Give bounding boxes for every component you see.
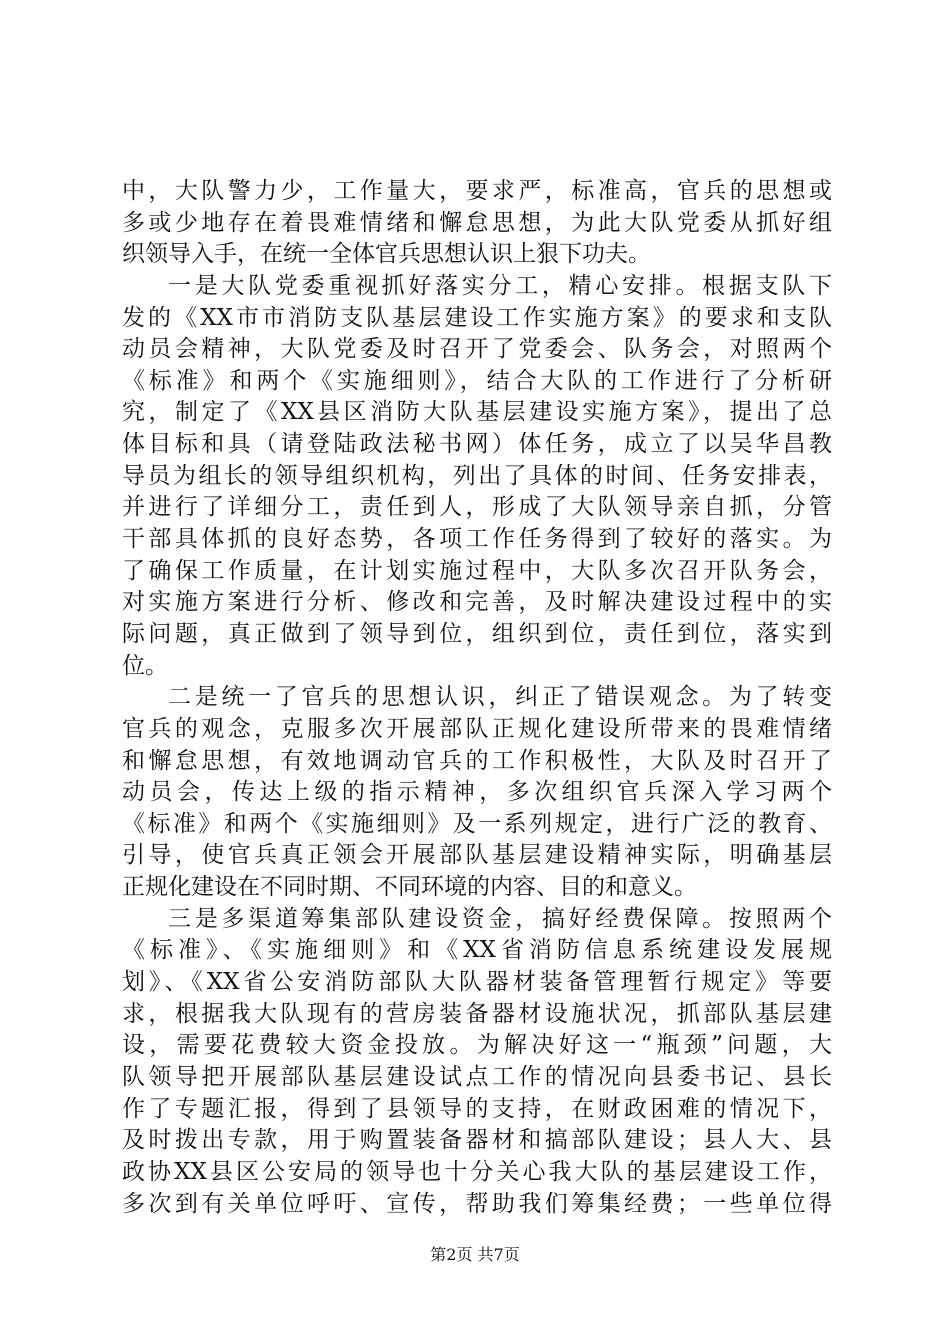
text-line: 发的《XX市市消防支队基层建设工作实施方案》的要求和支队	[122, 304, 832, 331]
text-line: 动员会精神，大队党委及时召开了党委会、队务会，对照两个	[122, 336, 832, 363]
text-line: 作了专题汇报，得到了县领导的支持，在财政困难的情况下，	[122, 1095, 832, 1122]
text-line: 多次到有关单位呼吁、宣传，帮助我们筹集经费；一些单位得	[122, 1190, 832, 1217]
text-line: 《标准》和两个《实施细则》，结合大队的工作进行了分析研	[122, 367, 832, 394]
text-line: 引导，使官兵真正领会开展部队基层建设精神实际，明确基层	[122, 842, 832, 869]
text-line: 干部具体抓的良好态势，各项工作任务得到了较好的落实。为	[122, 526, 832, 553]
text-line: 一是大队党委重视抓好落实分工，精心安排。根据支队下	[168, 272, 832, 299]
text-line: 体目标和具（请登陆政法秘书网）体任务，成立了以吴华昌教	[122, 431, 832, 458]
text-line: 队领导把开展部队基层建设试点工作的情况向县委书记、县长	[122, 1063, 832, 1090]
text-line: 正规化建设在不同时期、不同环境的内容、目的和意义。	[122, 874, 697, 901]
text-line: 究，制定了《XX县区消防大队基层建设实施方案》，提出了总	[122, 399, 832, 426]
text-line: 织领导入手，在统一全体官兵思想认识上狠下功夫。	[122, 241, 651, 268]
text-line: 求，根据我大队现有的营房装备器材设施状况，抓部队基层建	[122, 1000, 832, 1027]
text-line: 《标准》和两个《实施细则》及一系列规定，进行广泛的教育、	[122, 810, 832, 837]
document-body	[122, 176, 832, 1220]
text-line: 动员会，传达上级的指示精神，多次组织官兵深入学习两个	[122, 779, 832, 806]
text-line: 多或少地存在着畏难情绪和懈怠思想，为此大队党委从抓好组	[122, 209, 832, 236]
text-line: 对实施方案进行分析、修改和完善，及时解决建设过程中的实	[122, 589, 832, 616]
text-line: 划》、《XX省公安消防部队大队器材装备管理暂行规定》等要	[122, 969, 832, 996]
text-line: 《标准》、《实施细则》和《XX省消防信息系统建设发展规	[122, 937, 832, 964]
text-line: 际问题，真正做到了领导到位，组织到位，责任到位，落实到	[122, 620, 832, 647]
text-line: 及时拨出专款，用于购置装备器材和搞部队建设；县人大、县	[122, 1127, 832, 1154]
text-line: 三是多渠道筹集部队建设资金，搞好经费保障。按照两个	[168, 905, 832, 932]
text-line: 官兵的观念，克服多次开展部队正规化建设所带来的畏难情绪	[122, 715, 832, 742]
text-line: 设，需要花费较大资金投放。为解决好这一“瓶颈”问题，大	[122, 1032, 832, 1059]
text-line: 政协XX县区公安局的领导也十分关心我大队的基层建设工作，	[122, 1158, 832, 1185]
text-line: 导员为组长的领导组织机构，列出了具体的时间、任务安排表，	[122, 462, 832, 489]
text-line: 中，大队警力少，工作量大，要求严，标准高，官兵的思想或	[122, 178, 832, 204]
page-footer: 第2页 共7页	[430, 1245, 520, 1264]
text-line: 位。	[122, 652, 168, 679]
text-line: 二是统一了官兵的思想认识，纠正了错误观念。为了转变	[168, 684, 832, 711]
text-line: 并进行了详细分工，责任到人，形成了大队领导亲自抓，分管	[122, 494, 832, 521]
text-line: 了确保工作质量，在计划实施过程中，大队多次召开队务会，	[122, 557, 832, 584]
text-line: 和懈怠思想，有效地调动官兵的工作积极性，大队及时召开了	[122, 747, 832, 774]
